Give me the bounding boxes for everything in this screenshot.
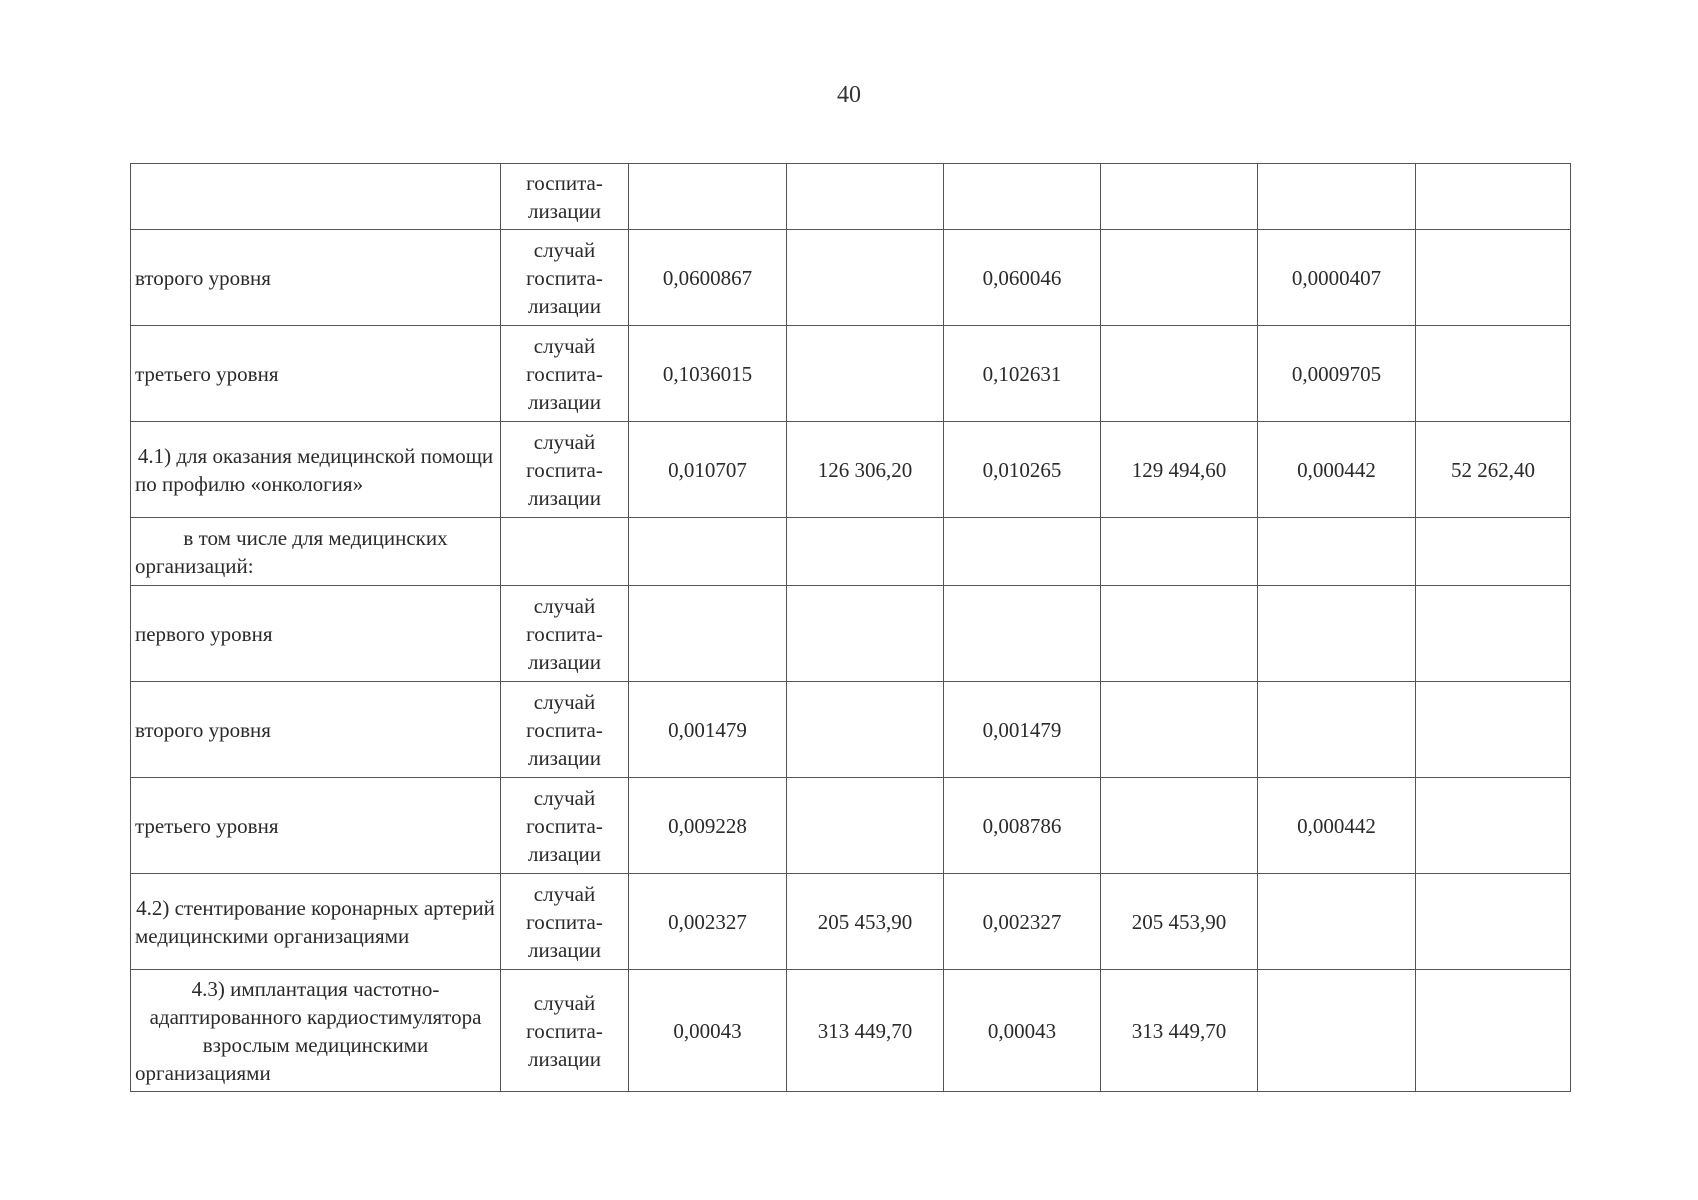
row-name-cell: третьего уровня — [131, 326, 501, 422]
unit-line: лизации — [527, 293, 602, 318]
value-cell-v3: 0,001479 — [944, 682, 1101, 778]
table-row — [131, 422, 1571, 518]
value-cell-v2 — [787, 778, 944, 874]
value-cell-v6 — [1416, 682, 1571, 778]
unit-line: лизации — [527, 389, 602, 414]
value-cell-v6 — [1416, 326, 1571, 422]
table-row — [131, 874, 1571, 970]
page-number: 40 — [837, 82, 861, 108]
value-cell-v4 — [1101, 326, 1258, 422]
unit-cell — [501, 970, 629, 1092]
value-cell-v1 — [629, 586, 787, 682]
value-cell-v3 — [944, 164, 1101, 230]
unit-line: госпита- — [526, 457, 603, 482]
value-cell-v3: 0,008786 — [944, 778, 1101, 874]
table-row — [131, 778, 1571, 874]
value-cell-v2 — [787, 518, 944, 586]
value-cell-v3 — [944, 518, 1101, 586]
unit-line: лизации — [527, 937, 602, 962]
row-name-cell: второго уровня — [131, 230, 501, 326]
row-name-cell — [131, 164, 501, 230]
value-cell-v4 — [1101, 586, 1258, 682]
table-row — [131, 164, 1571, 230]
row-name-cell: 4.1) для оказания медицинской помощи по профилю «онкология» — [131, 422, 501, 518]
unit-line: лизации — [527, 1046, 602, 1071]
value-cell-v4: 313 449,70 — [1101, 970, 1258, 1092]
unit-cell — [501, 164, 629, 230]
row-name-cell: третьего уровня — [131, 778, 501, 874]
value-cell-v4 — [1101, 230, 1258, 326]
unit-line: госпита- — [526, 717, 603, 742]
value-cell-v2 — [787, 326, 944, 422]
value-cell-v5 — [1258, 164, 1416, 230]
value-cell-v1: 0,00043 — [629, 970, 787, 1092]
value-cell-v2 — [787, 586, 944, 682]
value-cell-v1: 0,1036015 — [629, 326, 787, 422]
value-cell-v4: 205 453,90 — [1101, 874, 1258, 970]
unit-cell — [501, 778, 629, 874]
value-cell-v3: 0,00043 — [944, 970, 1101, 1092]
value-cell-v3: 0,102631 — [944, 326, 1101, 422]
value-cell-v1: 0,009228 — [629, 778, 787, 874]
unit-line: госпита- — [526, 909, 603, 934]
row-name-cell: в том числе для медицинских организаций: — [131, 518, 501, 586]
data-table — [130, 163, 1571, 1092]
value-cell-v2: 205 453,90 — [787, 874, 944, 970]
value-cell-v4: 129 494,60 — [1101, 422, 1258, 518]
value-cell-v1: 0,0600867 — [629, 230, 787, 326]
value-cell-v3: 0,002327 — [944, 874, 1101, 970]
value-cell-v5: 0,0009705 — [1258, 326, 1416, 422]
value-cell-v6 — [1416, 230, 1571, 326]
unit-line: случай — [533, 990, 596, 1015]
table-row — [131, 518, 1571, 586]
unit-cell — [501, 422, 629, 518]
unit-line: случай — [533, 689, 596, 714]
value-cell-v3: 0,010265 — [944, 422, 1101, 518]
unit-line: госпита- — [526, 813, 603, 838]
unit-cell — [501, 230, 629, 326]
table-row — [131, 230, 1571, 326]
table-row — [131, 586, 1571, 682]
unit-line: случай — [533, 593, 596, 618]
value-cell-v4 — [1101, 164, 1258, 230]
value-cell-v5 — [1258, 682, 1416, 778]
unit-cell — [501, 326, 629, 422]
table-row — [131, 326, 1571, 422]
value-cell-v6 — [1416, 874, 1571, 970]
value-cell-v4 — [1101, 778, 1258, 874]
value-cell-v5: 0,000442 — [1258, 422, 1416, 518]
value-cell-v2: 126 306,20 — [787, 422, 944, 518]
value-cell-v5: 0,000442 — [1258, 778, 1416, 874]
value-cell-v1 — [629, 518, 787, 586]
unit-line: случай — [533, 881, 596, 906]
table-body — [131, 164, 1571, 1092]
unit-line: случай — [533, 237, 596, 262]
unit-cell — [501, 682, 629, 778]
unit-line: госпита- — [526, 1018, 603, 1043]
unit-line: случай — [533, 333, 596, 358]
value-cell-v3: 0,060046 — [944, 230, 1101, 326]
unit-line: лизации — [527, 745, 602, 770]
value-cell-v5: 0,0000407 — [1258, 230, 1416, 326]
value-cell-v3 — [944, 586, 1101, 682]
value-cell-v5 — [1258, 518, 1416, 586]
value-cell-v4 — [1101, 682, 1258, 778]
row-name-cell: 4.3) имплантация частотно-адаптированного кардиостимулятора взрослым медицинскими организациями — [131, 970, 501, 1092]
value-cell-v1: 0,001479 — [629, 682, 787, 778]
unit-cell — [501, 518, 629, 586]
value-cell-v6 — [1416, 164, 1571, 230]
row-name-cell: второго уровня — [131, 682, 501, 778]
value-cell-v6 — [1416, 970, 1571, 1092]
unit-line: случай — [533, 785, 596, 810]
unit-line: госпита- — [526, 170, 603, 195]
value-cell-v6 — [1416, 518, 1571, 586]
value-cell-v1: 0,002327 — [629, 874, 787, 970]
unit-line: госпита- — [526, 621, 603, 646]
unit-line: случай — [533, 429, 596, 454]
unit-line: госпита- — [526, 265, 603, 290]
value-cell-v6 — [1416, 778, 1571, 874]
value-cell-v5 — [1258, 586, 1416, 682]
table-row — [131, 682, 1571, 778]
value-cell-v5 — [1258, 970, 1416, 1092]
value-cell-v2 — [787, 164, 944, 230]
value-cell-v1 — [629, 164, 787, 230]
value-cell-v2: 313 449,70 — [787, 970, 944, 1092]
value-cell-v2 — [787, 230, 944, 326]
row-name-cell: 4.2) стентирование коронарных артерий медицинскими организациями — [131, 874, 501, 970]
unit-line: лизации — [527, 485, 602, 510]
value-cell-v2 — [787, 682, 944, 778]
unit-line: лизации — [527, 649, 602, 674]
unit-cell — [501, 586, 629, 682]
value-cell-v1: 0,010707 — [629, 422, 787, 518]
value-cell-v5 — [1258, 874, 1416, 970]
unit-line: лизации — [527, 841, 602, 866]
unit-cell — [501, 874, 629, 970]
table-row — [131, 970, 1571, 1092]
value-cell-v4 — [1101, 518, 1258, 586]
row-name-cell: первого уровня — [131, 586, 501, 682]
value-cell-v6: 52 262,40 — [1416, 422, 1571, 518]
unit-line: лизации — [527, 198, 602, 223]
unit-line: госпита- — [526, 361, 603, 386]
value-cell-v6 — [1416, 586, 1571, 682]
